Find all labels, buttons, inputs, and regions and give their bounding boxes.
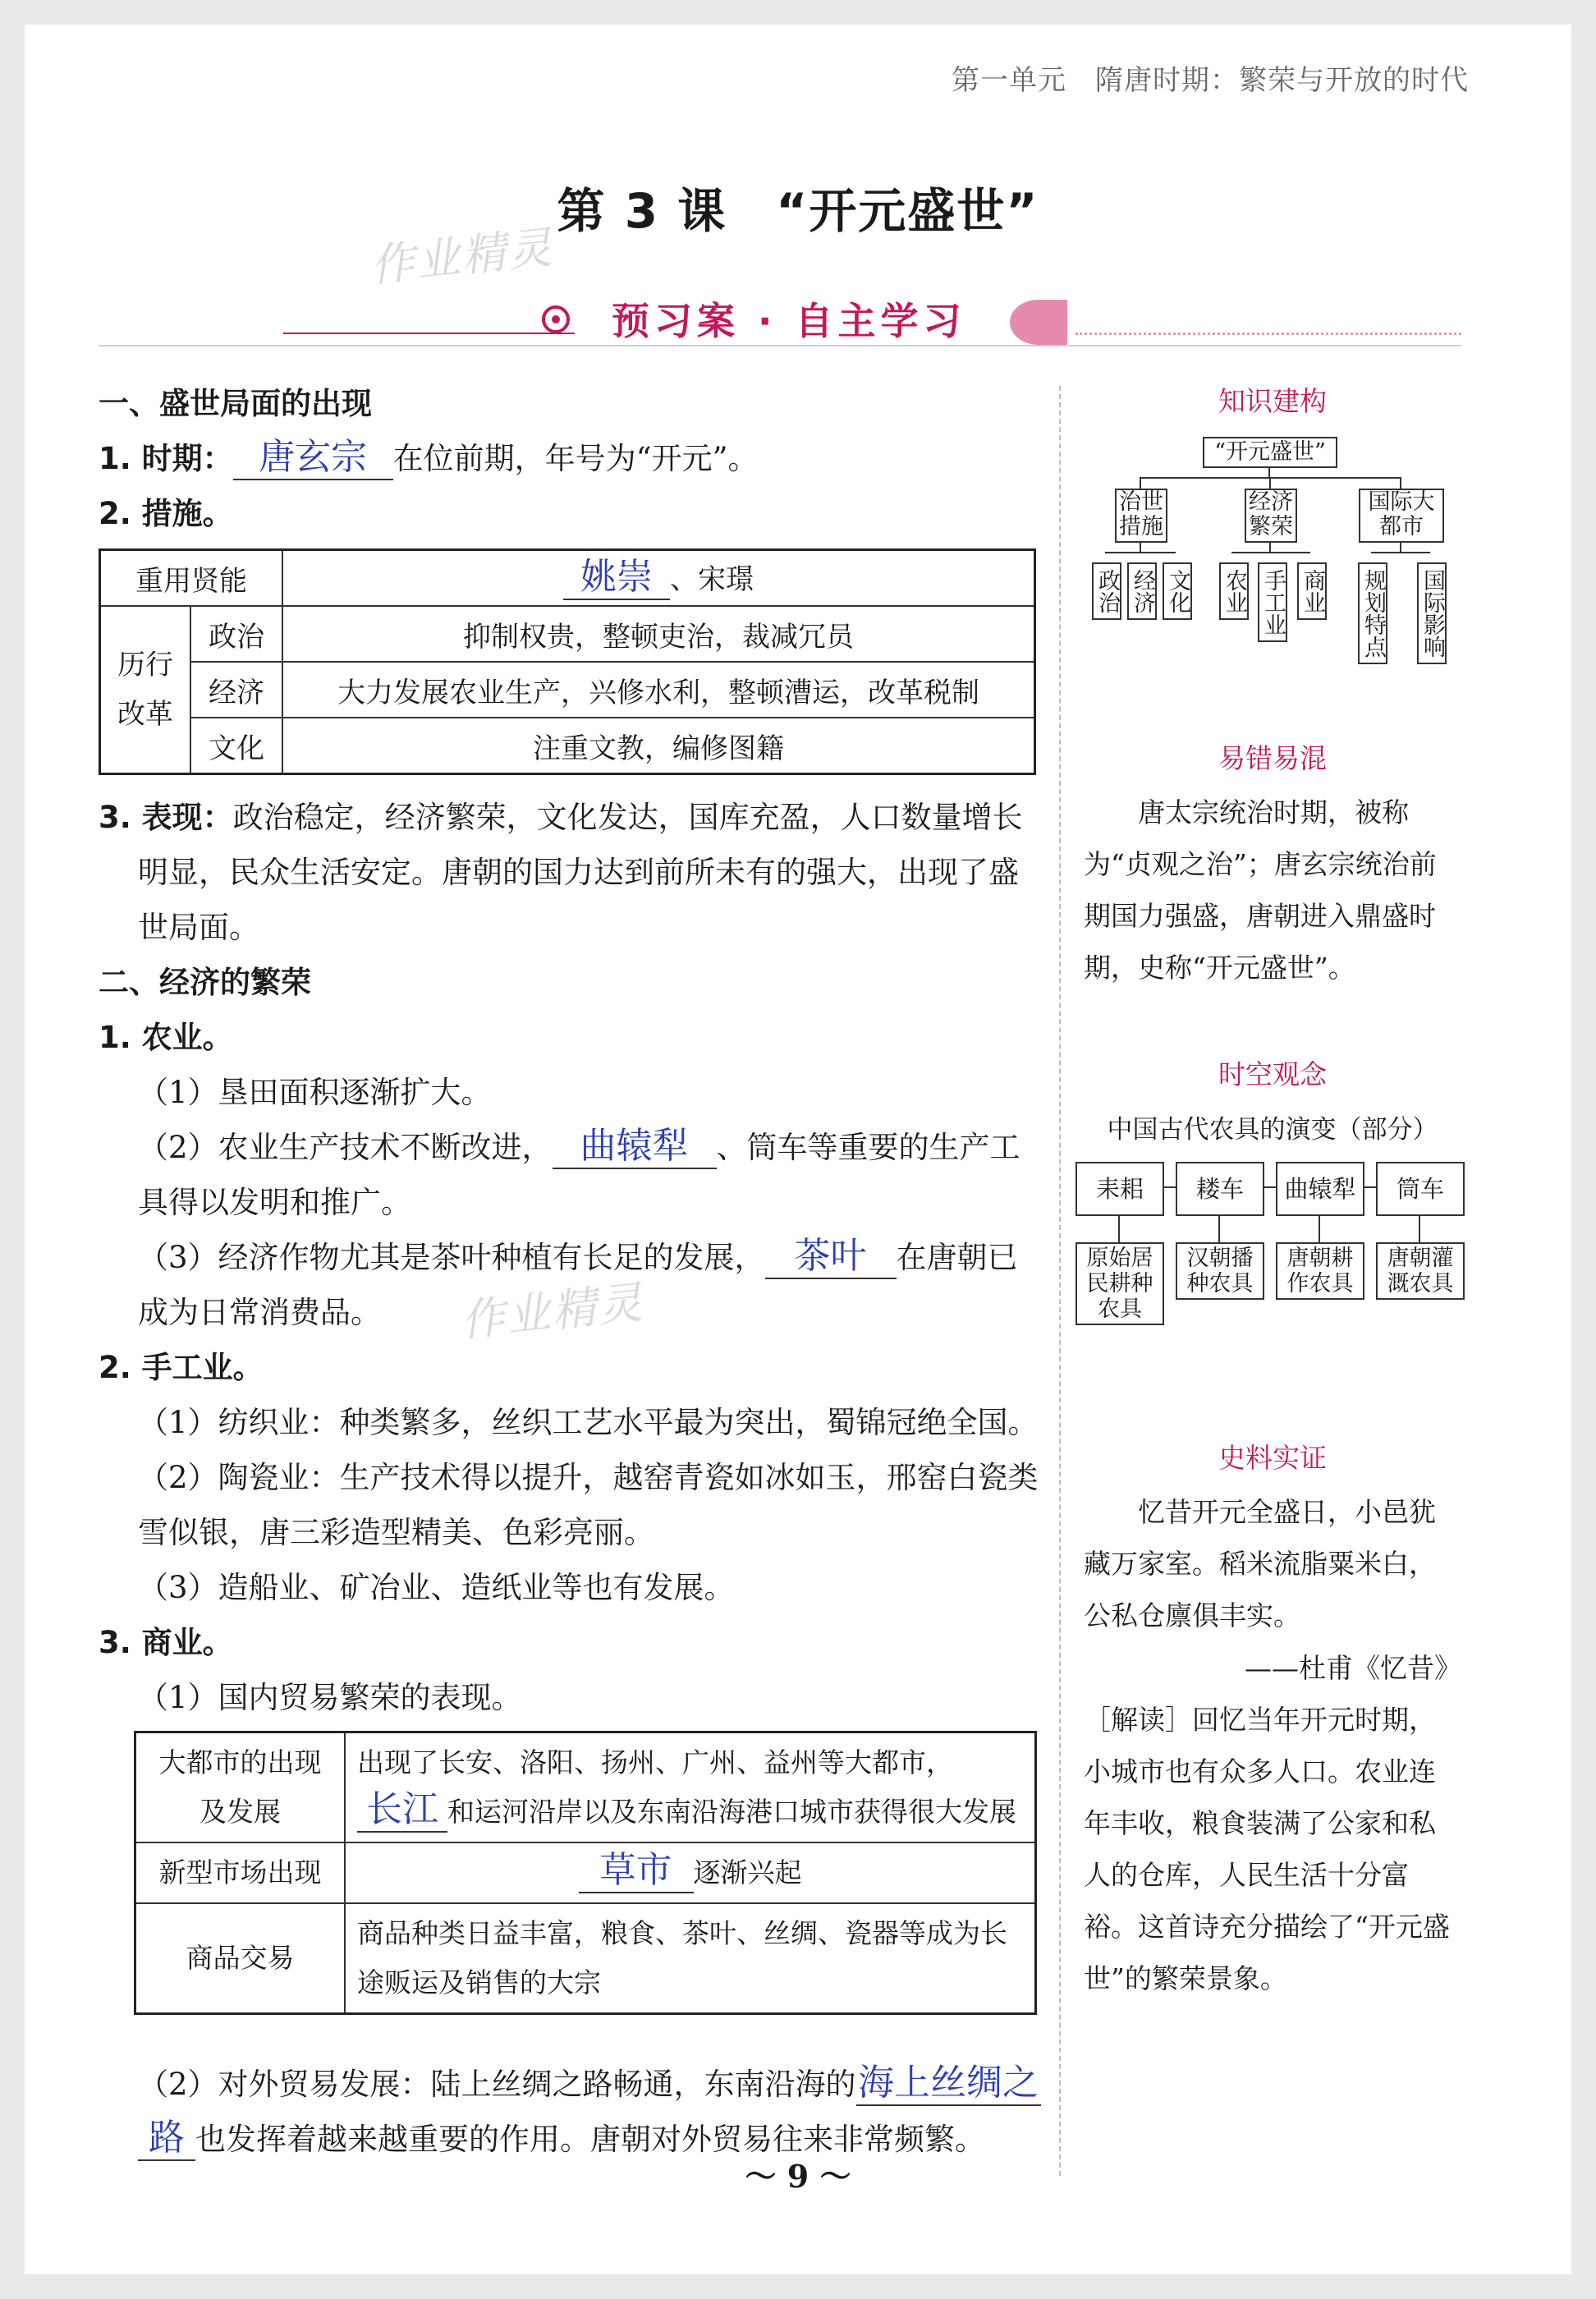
tool-box: 曲辕犁 <box>1276 1162 1364 1216</box>
tool-desc: 汉朝播种农具 <box>1176 1242 1264 1300</box>
table-row <box>135 1842 1036 1903</box>
tool-box: 耒耜 <box>1075 1162 1164 1216</box>
agri-point-1: （1）垦田面积逐渐扩大。 <box>138 1075 492 1110</box>
section1-item3 <box>99 790 1043 955</box>
table-cell <box>345 1842 1036 1903</box>
section2-heading: 二、经济的繁荣 <box>99 965 311 1000</box>
sidebar-heading-confusion: 易错易混 <box>1218 742 1327 774</box>
table-row <box>100 718 1035 774</box>
lesson-title: 第 3 课 “开元盛世” <box>557 183 1039 239</box>
table-value: 大力发展农业生产，兴修水利，整顿漕运，改革税制 <box>282 662 1035 718</box>
tree-leaf: 规划特点 <box>1358 562 1387 664</box>
tree-leaf: 经济 <box>1127 562 1157 620</box>
tree-branch-economy: 经济繁荣 <box>1245 489 1297 543</box>
running-header: 第一单元 隋唐时期：繁荣与开放的时代 <box>952 64 1469 97</box>
trade-label-goods: 商品交易 <box>135 1903 346 2014</box>
tool-box: 耧车 <box>1176 1162 1264 1216</box>
banner-ornament <box>1010 300 1067 345</box>
poem-attribution: ——杜甫《忆昔》 <box>1245 1652 1461 1684</box>
answer-blank-river: 长江 <box>357 1788 447 1833</box>
tree-connector <box>1269 477 1271 489</box>
tree-leaf: 农业 <box>1219 562 1249 620</box>
table-row <box>100 662 1035 718</box>
answer-blank-market: 草市 <box>579 1849 694 1893</box>
craft-point-2: （2）陶瓷业：生产技术得以提升，越窑青瓷如冰如玉，邢窑白瓷类雪似银，唐三彩造型精美、色彩亮丽。 <box>138 1460 1039 1550</box>
cities-text-b: 和运河沿岸以及东南沿海港口城市获得很大发展 <box>447 1796 1016 1828</box>
item3-text: 政治稳定，经济繁荣，文化发达，国库充盈，人口数量增长明显，民众生活安定。唐朝的国力达到前所未有的强大，出现了盛世局面。 <box>138 800 1023 945</box>
craft-title: 2. 手工业。 <box>99 1350 264 1385</box>
answer-blank-tea: 茶叶 <box>765 1235 897 1279</box>
tree-leaf: 文化 <box>1163 562 1192 620</box>
table-key: 政治 <box>190 606 282 662</box>
main-column-bottom <box>99 2057 1043 2167</box>
agri-point-2 <box>99 1120 1043 1230</box>
banner-rule-right <box>1075 333 1461 335</box>
tool-desc: 原始居民耕种农具 <box>1075 1242 1164 1325</box>
banner-base-line <box>99 345 1461 346</box>
column-divider <box>1059 386 1061 2176</box>
item3-label: 3. 表现： <box>99 800 233 835</box>
tool-box: 筒车 <box>1376 1162 1465 1216</box>
tree-leaf: 政治 <box>1092 562 1121 620</box>
tree-connector <box>1269 541 1271 553</box>
watermark-middle: 作业精灵 <box>457 1276 647 1347</box>
timeline-subtitle: 中国古代农具的演变（部分） <box>1107 1115 1438 1145</box>
measures-table <box>99 548 1036 775</box>
section-banner: 预习案 · 自主学习 <box>612 299 966 343</box>
main-column-middle <box>99 790 1043 1725</box>
knowledge-tree <box>1084 427 1461 673</box>
agri-title: 1. 农业。 <box>99 1020 233 1055</box>
agri3-suffix: 在唐朝已成为日常消费品。 <box>138 1240 1018 1330</box>
item1-suffix: 在位前期，年号为“开元”。 <box>392 441 759 476</box>
interpretation-label: ［解读］ <box>1084 1704 1192 1736</box>
table-key: 经济 <box>190 662 282 718</box>
tool-arrow <box>1163 1186 1176 1188</box>
table-row <box>100 550 1035 607</box>
main-column-top <box>99 376 1043 541</box>
answer-blank-minister: 姚崇 <box>563 556 670 600</box>
trade-label-market: 新型市场出现 <box>135 1842 346 1903</box>
craft-point-1: （1）纺织业：种类繁多，丝织工艺水平最为突出，蜀锦冠绝全国。 <box>138 1405 1039 1440</box>
answer-blank-emperor: 唐玄宗 <box>233 436 393 480</box>
trade-table <box>134 1731 1037 2015</box>
tree-branch-metropolis: 国际大都市 <box>1359 489 1444 543</box>
confusion-text: 唐太宗统治时期，被称为“贞观之治”；唐玄宗统治前期国力强盛，唐朝进入鼎盛时期，史称“开元盛世”。 <box>1084 796 1437 984</box>
table-row <box>100 606 1035 662</box>
minister-suffix: 、宋璟 <box>670 563 754 596</box>
commerce-point-2 <box>99 2057 1043 2167</box>
item1-label: 1. 时期： <box>99 441 233 476</box>
tree-connector <box>1371 552 1430 553</box>
table-row <box>135 1903 1036 2014</box>
table-value: 商品种类日益丰富，粮食、茶叶、丝绸、瓷器等成为长途贩运及销售的大宗 <box>345 1903 1036 2014</box>
cities-text-a: 出现了长安、洛阳、扬州、广州、益州等大都市， <box>357 1746 953 1778</box>
tree-connector <box>1231 552 1310 553</box>
section1-item2: 2. 措施。 <box>99 496 233 531</box>
target-icon <box>542 305 570 333</box>
tree-root: “开元盛世” <box>1203 437 1337 468</box>
answer-blank-maritime-b: 路 <box>138 2117 195 2161</box>
tool-connector <box>1118 1214 1120 1242</box>
tool-arrow <box>1363 1186 1376 1188</box>
tool-evolution-diagram <box>1075 1162 1461 1375</box>
comm2-suffix: 也发挥着越来越重要的作用。唐朝对外贸易往来非常频繁。 <box>195 2122 985 2157</box>
tree-branch-measures: 治世措施 <box>1115 489 1167 543</box>
answer-blank-maritime-a: 海上丝绸之 <box>856 2062 1041 2106</box>
comm2-prefix: （2）对外贸易发展：陆上丝绸之路畅通，东南沿海的 <box>138 2067 856 2102</box>
table-row <box>135 1732 1036 1843</box>
table-cell <box>282 550 1035 607</box>
tool-connector <box>1319 1214 1320 1242</box>
answer-blank-plough: 曲辕犁 <box>553 1125 717 1169</box>
commerce-point-1: （1）国内贸易繁荣的表现。 <box>138 1680 522 1715</box>
agri2-suffix: 、筒车等重要的生产工具得以发明和推广。 <box>138 1130 1020 1220</box>
table-cell <box>345 1732 1036 1843</box>
tool-desc: 唐朝灌溉农具 <box>1376 1242 1465 1300</box>
table-label-reform: 历行改革 <box>100 606 191 774</box>
sidebar-heading-knowledge: 知识建构 <box>1218 385 1327 417</box>
banner-rule-left <box>283 333 575 334</box>
agri3-prefix: （3）经济作物尤其是茶叶种植有长足的发展， <box>138 1240 765 1275</box>
sidebar-heading-source: 史料实证 <box>1218 1442 1327 1474</box>
tree-leaf: 手工业 <box>1258 562 1287 642</box>
section1-heading: 一、盛世局面的出现 <box>99 386 372 421</box>
trade-label-cities: 大都市的出现及发展 <box>135 1732 346 1843</box>
tool-connector <box>1218 1214 1220 1242</box>
commerce-title: 3. 商业。 <box>99 1625 233 1660</box>
tree-connector <box>1105 552 1176 553</box>
watermark-top: 作业精灵 <box>367 221 557 292</box>
tree-connector <box>1140 477 1141 489</box>
interpretation-text: 回忆当年开元时期，小城市也有众多人口。农业连年丰收，粮食装满了公家和私人的仓库，人民生活十分富裕。这首诗充分描绘了“开元盛世”的繁荣景象。 <box>1084 1704 1450 1994</box>
page-number: ～ 9 ～ <box>745 2158 851 2195</box>
table-label-talent: 重用贤能 <box>100 550 283 607</box>
table-value: 抑制权贵，整顿吏治，裁减冗员 <box>282 606 1035 662</box>
tree-connector <box>1400 477 1401 489</box>
section1-item1 <box>99 431 1043 486</box>
tree-leaf: 国际影响 <box>1417 562 1447 664</box>
table-value: 注重文教，编修图籍 <box>282 718 1035 774</box>
tree-leaf: 商业 <box>1297 562 1327 620</box>
tool-arrow <box>1263 1186 1276 1188</box>
market-suffix: 逐渐兴起 <box>693 1856 802 1888</box>
table-key: 文化 <box>190 718 282 774</box>
sidebar-heading-timeline: 时空观念 <box>1218 1058 1327 1090</box>
agri-point-3 <box>99 1230 1043 1340</box>
craft-point-3: （3）造船业、矿冶业、造纸业等也有发展。 <box>138 1570 735 1605</box>
tree-connector <box>1400 541 1401 553</box>
tool-desc: 唐朝耕作农具 <box>1276 1242 1364 1300</box>
tool-connector <box>1419 1214 1420 1242</box>
poem-text: 忆昔开元全盛日，小邑犹藏万家室。稻米流脂粟米白，公私仓廪俱丰实。 <box>1084 1496 1436 1631</box>
tree-connector <box>1140 541 1141 553</box>
agri2-prefix: （2）农业生产技术不断改进， <box>138 1130 553 1165</box>
interpretation <box>1084 1694 1461 2004</box>
tree-connector <box>1268 466 1270 478</box>
